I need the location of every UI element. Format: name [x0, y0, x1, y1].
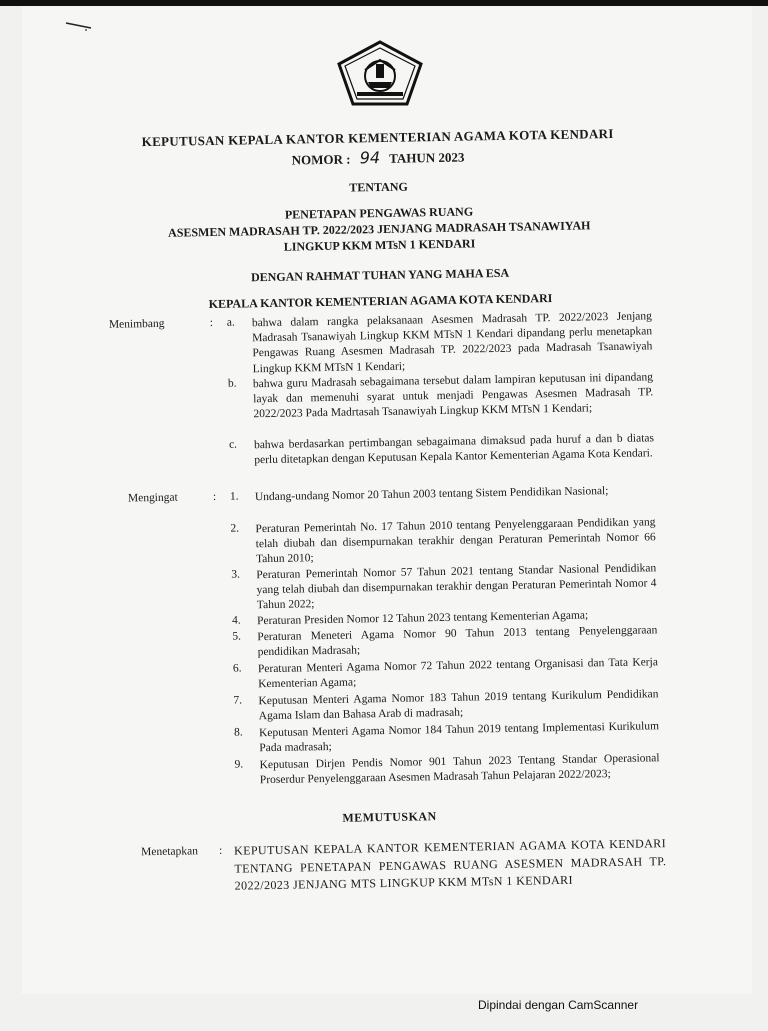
menimbang-colon: :	[209, 316, 214, 330]
rahmat-heading: DENGAN RAHMAT TUHAN YANG MAHA ESA	[250, 265, 510, 285]
menimbang-label: Menimbang	[108, 317, 165, 331]
menimbang-item-b: bahwa guru Madrasah sebagaimana tersebut dalam lampiran keputusan ini dipandang layak dan memenuhi syarat untuk menjadi Pengawas Asesmen Madrasah TP. 2022/2023 Pada Madrtasah Tsanawiyah Lingkup KKM MTsN 1 Kendari;	[252, 371, 654, 421]
mengingat-mark-8: 8.	[233, 726, 243, 739]
mengingat-item-8: Keputusan Menteri Agama Nomor 184 Tahun 2019 tentang Implementasi Kurikulum Pada madrasah;	[258, 720, 660, 755]
menimbang-mark-c: c.	[228, 438, 238, 451]
nomor-handwritten: 94	[359, 148, 381, 168]
mengingat-item-1: Undang-undang Nomor 20 Tahun 2003 tentang Sistem Pendidikan Nasional;	[254, 485, 609, 504]
mengingat-mark-9: 9.	[234, 758, 244, 771]
mengingat-mark-7: 7.	[233, 694, 243, 707]
tahun-label: TAHUN 2023	[389, 149, 465, 166]
camscanner-watermark: Dipindai dengan CamScanner	[478, 998, 639, 1012]
menimbang-mark-b: b.	[227, 377, 237, 390]
memutuskan-heading: MEMUTUSKAN	[342, 809, 437, 825]
mengingat-item-5: Peraturan Meneteri Agama Nomor 90 Tahun 2013 tentang Penyelenggaraan pendidikan Madrasah;	[257, 624, 658, 659]
mengingat-item-9: Keputusan Dirjen Pendis Nomor 901 Tahun 2023 Tentang Standar Operasional Proserdur Penyelenggaraan Asesmen Madrasah Tahun Pelajaran 2022/2023;	[259, 752, 660, 787]
mengingat-item-7: Keputusan Menteri Agama Nomor 183 Tahun 2019 tentang Kurikulum Pendidikan Agama Islam dan Bahasa Arab di madrasah;	[258, 688, 659, 723]
subject-line-2: ASESMEN MADRASAH TP. 2022/2023 JENJANG MADRASAH TSANAWIYAH	[167, 218, 591, 240]
mengingat-mark-4: 4.	[231, 614, 241, 627]
subject-line-3: LINGKUP KKM MTsN 1 KENDARI	[283, 236, 476, 254]
menimbang-item-c: bahwa berdasarkan pertimbangan sebagaimana dimaksud pada huruf a dan b diatas perlu ditetapkan dengan Keputusan Kepala Kantor Kementerian Agama Kota Kendari.	[253, 432, 655, 467]
menetapkan-colon: :	[218, 844, 223, 857]
menetapkan-text: KEPUTUSAN KEPALA KANTOR KEMENTERIAN AGAMA KOTA KENDARI TENTANG PENETAPAN PENGAWAS RUANG ASESMEN MADRASAH TP. 2022/2023 JENJANG MTS LINGKUP KKM MTsN 1 KENDARI	[233, 836, 667, 893]
mengingat-mark-2: 2.	[230, 522, 240, 535]
menimbang-mark-a: a.	[226, 316, 235, 329]
nomor-label: NOMOR :	[291, 151, 351, 168]
kepala-heading: KEPALA KANTOR KEMENTERIAN AGAMA KOTA KENDARI	[208, 291, 553, 312]
mengingat-item-6: Peraturan Menteri Agama Nomor 72 Tahun 2022 tentang Organisasi dan Tata Kerja Kementerian Agama;	[257, 656, 658, 691]
subject-line-1: PENETAPAN PENGAWAS RUANG	[284, 204, 474, 222]
mengingat-mark-3: 3.	[231, 568, 241, 581]
mengingat-item-2: Peraturan Pemerintah No. 17 Tahun 2010 tentang Penyelenggaraan Pendidikan yang telah diubah dan disempurnakan terakhir dengan Peraturan Pemerintah Nomor 66 Tahun 2010;	[255, 516, 656, 566]
tentang-heading: TENTANG	[349, 179, 408, 195]
doc-title: KEPUTUSAN KEPALA KANTOR KEMENTERIAN AGAMA KOTA KENDARI	[141, 125, 614, 150]
mengingat-item-4: Peraturan Presiden Nomor 12 Tahun 2023 tentang Kementerian Agama;	[256, 609, 589, 628]
menimbang-item-a: bahwa dalam rangka pelaksanaan Asesmen Madrasah TP. 2022/2023 Jenjang Madrasah Tsanawiyah Lingkup KKM MTsN 1 Kendari dipandang perlu menetapkan Pengawas Ruang Asesmen Madrasah TP. 2022/2023 pada Madrasah Tsanawiyah Lingkup KKM MTsN 1 Kendari;	[251, 310, 653, 375]
mengingat-label: Mengingat	[127, 491, 178, 505]
mengingat-mark-6: 6.	[232, 662, 242, 675]
mengingat-colon: :	[212, 490, 217, 503]
menetapkan-label: Menetapkan	[141, 845, 199, 859]
mengingat-mark-5: 5.	[232, 630, 242, 643]
mengingat-mark-1: 1.	[229, 490, 239, 503]
mengingat-item-3: Peraturan Pemerintah Nomor 57 Tahun 2021 tentang Standar Nasional Pendidikan yang telah diubah dan disempurnakan terakhir dengan Peraturan Pemerintah Nomor 4 Tahun 2022;	[256, 562, 657, 612]
